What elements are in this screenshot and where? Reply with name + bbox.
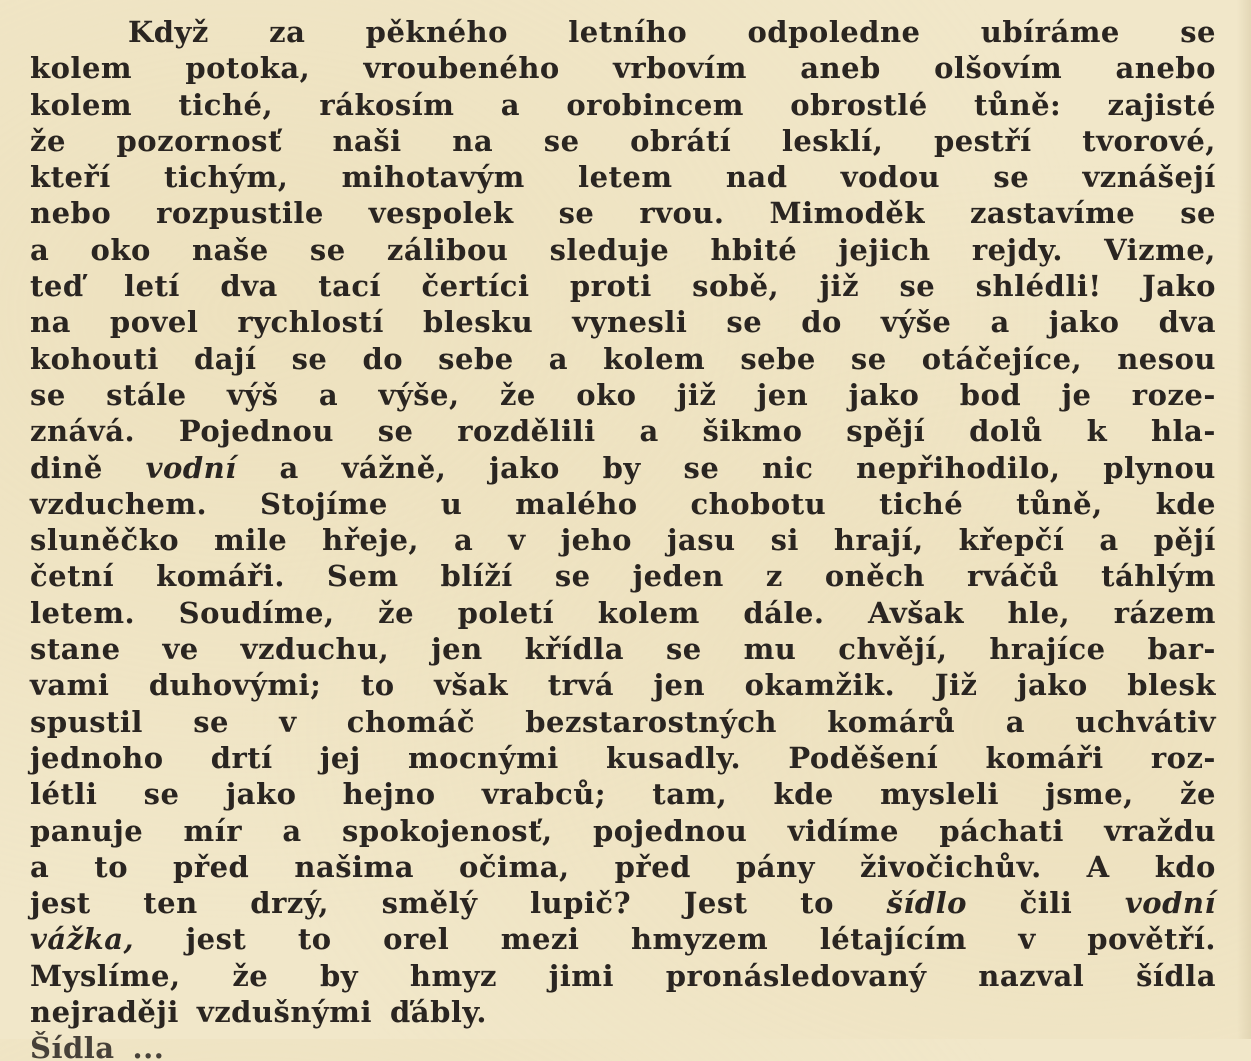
word: se (1180, 15, 1216, 49)
word: mezi (500, 922, 580, 957)
text-line-29-cutoff (30, 1031, 1216, 1061)
word: a (990, 305, 1010, 340)
word: sebe (438, 341, 514, 376)
word: jako (1048, 305, 1120, 340)
word: našima (294, 849, 415, 884)
word: se (665, 632, 702, 667)
word: kolem (30, 51, 133, 86)
word: chobotu (690, 486, 827, 521)
word: roze- (1131, 377, 1216, 412)
word: plynou (1103, 450, 1216, 485)
word: potoka, (185, 51, 311, 86)
text-line-18 (30, 632, 1216, 668)
word: dále. (743, 595, 825, 630)
word: kdo (1154, 849, 1216, 884)
word: mír (183, 813, 243, 848)
text-line-3 (30, 88, 1216, 124)
word: že (232, 958, 269, 993)
page-edge-shadow (1237, 0, 1251, 1039)
word: před (173, 849, 250, 884)
word: šídla (1136, 958, 1216, 993)
word: proti (569, 269, 652, 304)
word: hmyz (409, 958, 497, 993)
page-text (30, 15, 1216, 1061)
word: lesklí, (781, 123, 884, 158)
word: že (1180, 777, 1216, 812)
word: vznášejí (1082, 160, 1216, 195)
word: sobě, (692, 269, 780, 304)
word: vážka, (30, 922, 135, 957)
word: jen (431, 632, 483, 667)
word: a (639, 414, 659, 449)
word: rázem (1113, 595, 1216, 630)
word: pronásledovaný (665, 958, 927, 993)
word: trvá (547, 668, 615, 703)
word: jako (1016, 668, 1088, 703)
word: se (726, 305, 763, 340)
word: naše (192, 232, 269, 267)
text-line-25 (30, 886, 1216, 922)
word: Jako (1142, 269, 1216, 304)
text-line-13 (30, 451, 1216, 487)
text-line-6 (30, 196, 1216, 232)
word: malého (515, 486, 638, 521)
word: sleduje (549, 232, 670, 267)
word: kusadly. (605, 740, 742, 775)
word: čertíci (421, 269, 530, 304)
text-line-12 (30, 414, 1216, 450)
word: tvorové, (1082, 123, 1216, 158)
word: tiché, (178, 87, 274, 122)
word: jako (225, 777, 297, 812)
word: kolem (30, 87, 133, 122)
word: pestří (933, 123, 1032, 158)
text-line-1 (30, 15, 1216, 51)
text-line-10 (30, 342, 1216, 378)
word: mocnými (407, 740, 559, 775)
word: pěkného (365, 15, 508, 49)
word: kolem (603, 341, 706, 376)
word: a (30, 232, 50, 267)
word: křepčí (958, 523, 1065, 558)
text-line-15 (30, 523, 1216, 559)
text-line-20 (30, 705, 1216, 741)
word: letem (578, 160, 673, 195)
word: kolem (597, 595, 700, 630)
word: hrajíce (989, 632, 1106, 667)
word: chvějí, (838, 632, 948, 667)
text-line-9 (30, 305, 1216, 341)
word: rejdy. (971, 232, 1063, 267)
word: orel (383, 922, 450, 957)
word: že (30, 123, 66, 158)
word: vynesli (572, 305, 688, 340)
word: komáři. (156, 559, 285, 594)
word: mile (214, 523, 288, 558)
word: rváčů (966, 559, 1060, 594)
word: otáčejíce, (921, 341, 1083, 376)
word: poletí (457, 595, 555, 630)
word: jednoho (30, 740, 164, 775)
text-line-14 (30, 487, 1216, 523)
word: a (1099, 523, 1119, 558)
word: mihotavým (341, 160, 525, 195)
word: hrají, (833, 523, 924, 558)
word: četní (30, 559, 115, 594)
word: roz- (1150, 740, 1216, 775)
word: pojednou (592, 813, 748, 848)
word: ďábly. (390, 995, 487, 1030)
word: Sem (326, 559, 399, 594)
word: jasu (666, 523, 736, 558)
word: kde (773, 777, 834, 812)
text-line-27 (30, 959, 1216, 995)
word: Poděšení (788, 740, 939, 775)
word: jeho (560, 523, 632, 558)
word: výše (880, 305, 952, 340)
word: a (500, 87, 521, 122)
word: na (452, 123, 494, 158)
word: odpoledne (747, 15, 921, 49)
word: a (1005, 704, 1026, 739)
word: oněch (824, 559, 925, 594)
word: anebo (1115, 51, 1216, 86)
word: spějí (846, 414, 926, 449)
word: hmyzem (630, 922, 769, 957)
word: že (499, 377, 536, 412)
word: jejich (838, 232, 931, 267)
word: a (318, 377, 339, 412)
word: hřeje, (322, 523, 420, 558)
word: vzduchu, (240, 632, 390, 667)
text-line-28 (30, 995, 1216, 1031)
word: naši (332, 123, 402, 158)
word: jen (653, 668, 706, 703)
word: bod (959, 377, 1022, 412)
word: komáři (985, 740, 1104, 775)
word: A (1086, 849, 1110, 884)
word: tůně: (974, 87, 1062, 122)
word: orobincem (566, 87, 744, 122)
word: teď (30, 269, 84, 304)
word: šídlo (886, 886, 967, 921)
text-line-21 (30, 741, 1216, 777)
word: se (377, 414, 414, 449)
word: spustil (30, 704, 143, 739)
word: létli (30, 777, 98, 812)
word: jimi (548, 958, 614, 993)
word: smělý (381, 886, 478, 921)
word: rozdělili (457, 414, 596, 449)
word: nebo (30, 196, 112, 231)
text-line-7 (30, 233, 1216, 269)
word: dině (30, 450, 103, 485)
word: okamžik. (744, 668, 896, 703)
word: Avšak (868, 595, 964, 630)
word: Již (934, 668, 978, 703)
word: pějí (1153, 523, 1216, 558)
word: Šídla (30, 1031, 115, 1061)
word: duhovými; (148, 668, 322, 703)
word: se (899, 269, 936, 304)
word: si (770, 523, 799, 558)
word: dva (220, 269, 278, 304)
word: se (993, 160, 1030, 195)
word: kde (1155, 486, 1216, 521)
word: by (320, 958, 359, 993)
word: tam, (652, 777, 728, 812)
text-line-19 (30, 668, 1216, 704)
word: uchvátiv (1075, 704, 1216, 739)
word: olšovím (934, 51, 1063, 86)
word: pány (735, 849, 815, 884)
word: hla- (1150, 414, 1216, 449)
word: tichým, (164, 160, 289, 195)
word: že (378, 595, 415, 630)
word: očima, (459, 849, 570, 884)
word: nad (725, 160, 788, 195)
word: hbité (710, 232, 798, 267)
word: to (360, 668, 395, 703)
word: nepřihodilo, (856, 450, 1061, 485)
word: dají (193, 341, 257, 376)
word: výše, (378, 377, 460, 412)
word: létajícím (819, 922, 967, 957)
word: spokojenosť, (342, 813, 553, 848)
word: se (850, 341, 887, 376)
word: nazval (978, 958, 1085, 993)
word: ubíráme (980, 15, 1120, 49)
word: Soudíme, (178, 595, 335, 630)
word: se (1180, 196, 1216, 231)
word: kteří (30, 160, 111, 195)
word: mu (743, 632, 797, 667)
word: vrbovím (613, 51, 747, 86)
word: obrátí (630, 123, 732, 158)
word: povel (109, 305, 199, 340)
word: za (269, 15, 306, 49)
word: jest (30, 886, 91, 921)
word: vespolek (368, 196, 514, 231)
word: povětří. (1087, 922, 1216, 957)
word: bar- (1147, 632, 1216, 667)
text-line-23 (30, 814, 1216, 850)
word: v (1018, 922, 1036, 957)
word: a (279, 450, 299, 485)
word: obrostlé (790, 87, 928, 122)
word: stále (106, 377, 187, 412)
text-line-2 (30, 51, 1216, 87)
word: sebe (740, 341, 816, 376)
word: se (543, 123, 580, 158)
word: to (94, 849, 129, 884)
word: se (309, 232, 346, 267)
word: jen (756, 377, 809, 412)
word: zálibou (386, 232, 509, 267)
word: se (554, 559, 591, 594)
word: dva (1158, 305, 1216, 340)
word: ve (162, 632, 199, 667)
word: vidíme (787, 813, 899, 848)
word: chomáč (346, 704, 476, 739)
word: komárů (827, 704, 956, 739)
word: a (282, 813, 302, 848)
word: panuje (30, 813, 144, 848)
word: je (1061, 377, 1092, 412)
word: se (143, 777, 180, 812)
word: vážně, (341, 450, 447, 485)
word: již (676, 377, 717, 412)
word: drzý, (250, 886, 329, 921)
word: v (279, 704, 297, 739)
word: živočichův. (859, 849, 1042, 884)
word: rákosím (319, 87, 455, 122)
word: zajisté (1107, 87, 1216, 122)
word: rvou. (639, 196, 725, 231)
text-line-22 (30, 777, 1216, 813)
word: Myslíme, (30, 958, 181, 993)
word: tiché (879, 486, 964, 521)
word: oko (90, 232, 151, 267)
word: pozornosť (116, 123, 282, 158)
text-line-11 (30, 378, 1216, 414)
word: by (602, 450, 641, 485)
word: letem. (30, 595, 136, 630)
word: výš (226, 377, 279, 412)
word: se (291, 341, 328, 376)
word: vrabců; (481, 777, 607, 812)
word: do (362, 341, 404, 376)
word: se (683, 450, 720, 485)
word: sluněčko (30, 523, 180, 558)
word: to (800, 886, 834, 921)
word: hejno (342, 777, 436, 812)
word: páchati (939, 813, 1064, 848)
word: k (1086, 414, 1108, 449)
word: Když (128, 15, 209, 49)
word: zastavíme (969, 196, 1136, 231)
word: Jest (683, 886, 748, 921)
text-line-16 (30, 559, 1216, 595)
word: vodní (1124, 886, 1216, 921)
word: Pojednou (178, 414, 334, 449)
word: před (614, 849, 691, 884)
word: a (454, 523, 474, 558)
word: se (558, 196, 595, 231)
word: tůně, (1016, 486, 1103, 521)
word: a (548, 341, 569, 376)
word: jako (489, 450, 560, 485)
word: to (297, 922, 332, 957)
word: letí (124, 269, 180, 304)
word: táhlým (1101, 559, 1216, 594)
word: však (434, 668, 509, 703)
word: křídla (524, 632, 625, 667)
word: stane (30, 632, 121, 667)
word: rychlostí (237, 305, 384, 340)
word: z (765, 559, 783, 594)
word: čili (1019, 886, 1073, 921)
word: šikmo (702, 414, 803, 449)
word: jest (185, 922, 247, 957)
word: vzduchem. (30, 486, 208, 521)
word: a (30, 849, 50, 884)
text-line-4 (30, 124, 1216, 160)
word: Stojíme (260, 486, 388, 521)
word: vodou (840, 160, 941, 195)
word: Mimoděk (769, 196, 925, 231)
text-line-5 (30, 160, 1216, 196)
word: znává. (30, 414, 136, 449)
word: bezstarostných (525, 704, 777, 739)
word: blíží (440, 559, 513, 594)
word: se (30, 377, 66, 412)
word: se (193, 704, 229, 739)
word: mysleli (880, 777, 999, 812)
word: blesku (422, 305, 534, 340)
word: Vizme, (1104, 232, 1216, 267)
word: na (30, 305, 71, 340)
word: jsme, (1045, 777, 1134, 812)
text-line-8 (30, 269, 1216, 305)
word: aneb (800, 51, 881, 86)
word: v (508, 523, 526, 558)
word: vodní (145, 450, 237, 485)
word: ... (132, 1031, 165, 1061)
word: nic (762, 450, 814, 485)
word: jej (319, 740, 361, 775)
word: vami (30, 668, 110, 703)
text-line-24 (30, 850, 1216, 886)
word: lupič? (530, 886, 632, 921)
word: vroubeného (363, 51, 560, 86)
word: shlédli! (975, 269, 1102, 304)
word: vraždu (1104, 813, 1216, 848)
word: dolů (969, 414, 1043, 449)
text-line-26 (30, 922, 1216, 958)
word: rozpustile (156, 196, 324, 231)
word: blesk (1127, 668, 1216, 703)
word: do (801, 305, 842, 340)
word: jeden (632, 559, 724, 594)
text-line-17 (30, 596, 1216, 632)
word: vzdušnými (196, 995, 372, 1030)
word: u (440, 486, 463, 521)
word: letního (568, 15, 688, 49)
word: jako (848, 377, 920, 412)
word: tací (318, 269, 382, 304)
word: již (819, 269, 860, 304)
word: ten (143, 886, 198, 921)
word: hle, (1007, 595, 1071, 630)
word: nejraději (30, 995, 179, 1030)
word: drtí (210, 740, 273, 775)
word: nesou (1117, 341, 1216, 376)
word: oko (576, 377, 637, 412)
word: kohouti (30, 341, 159, 376)
